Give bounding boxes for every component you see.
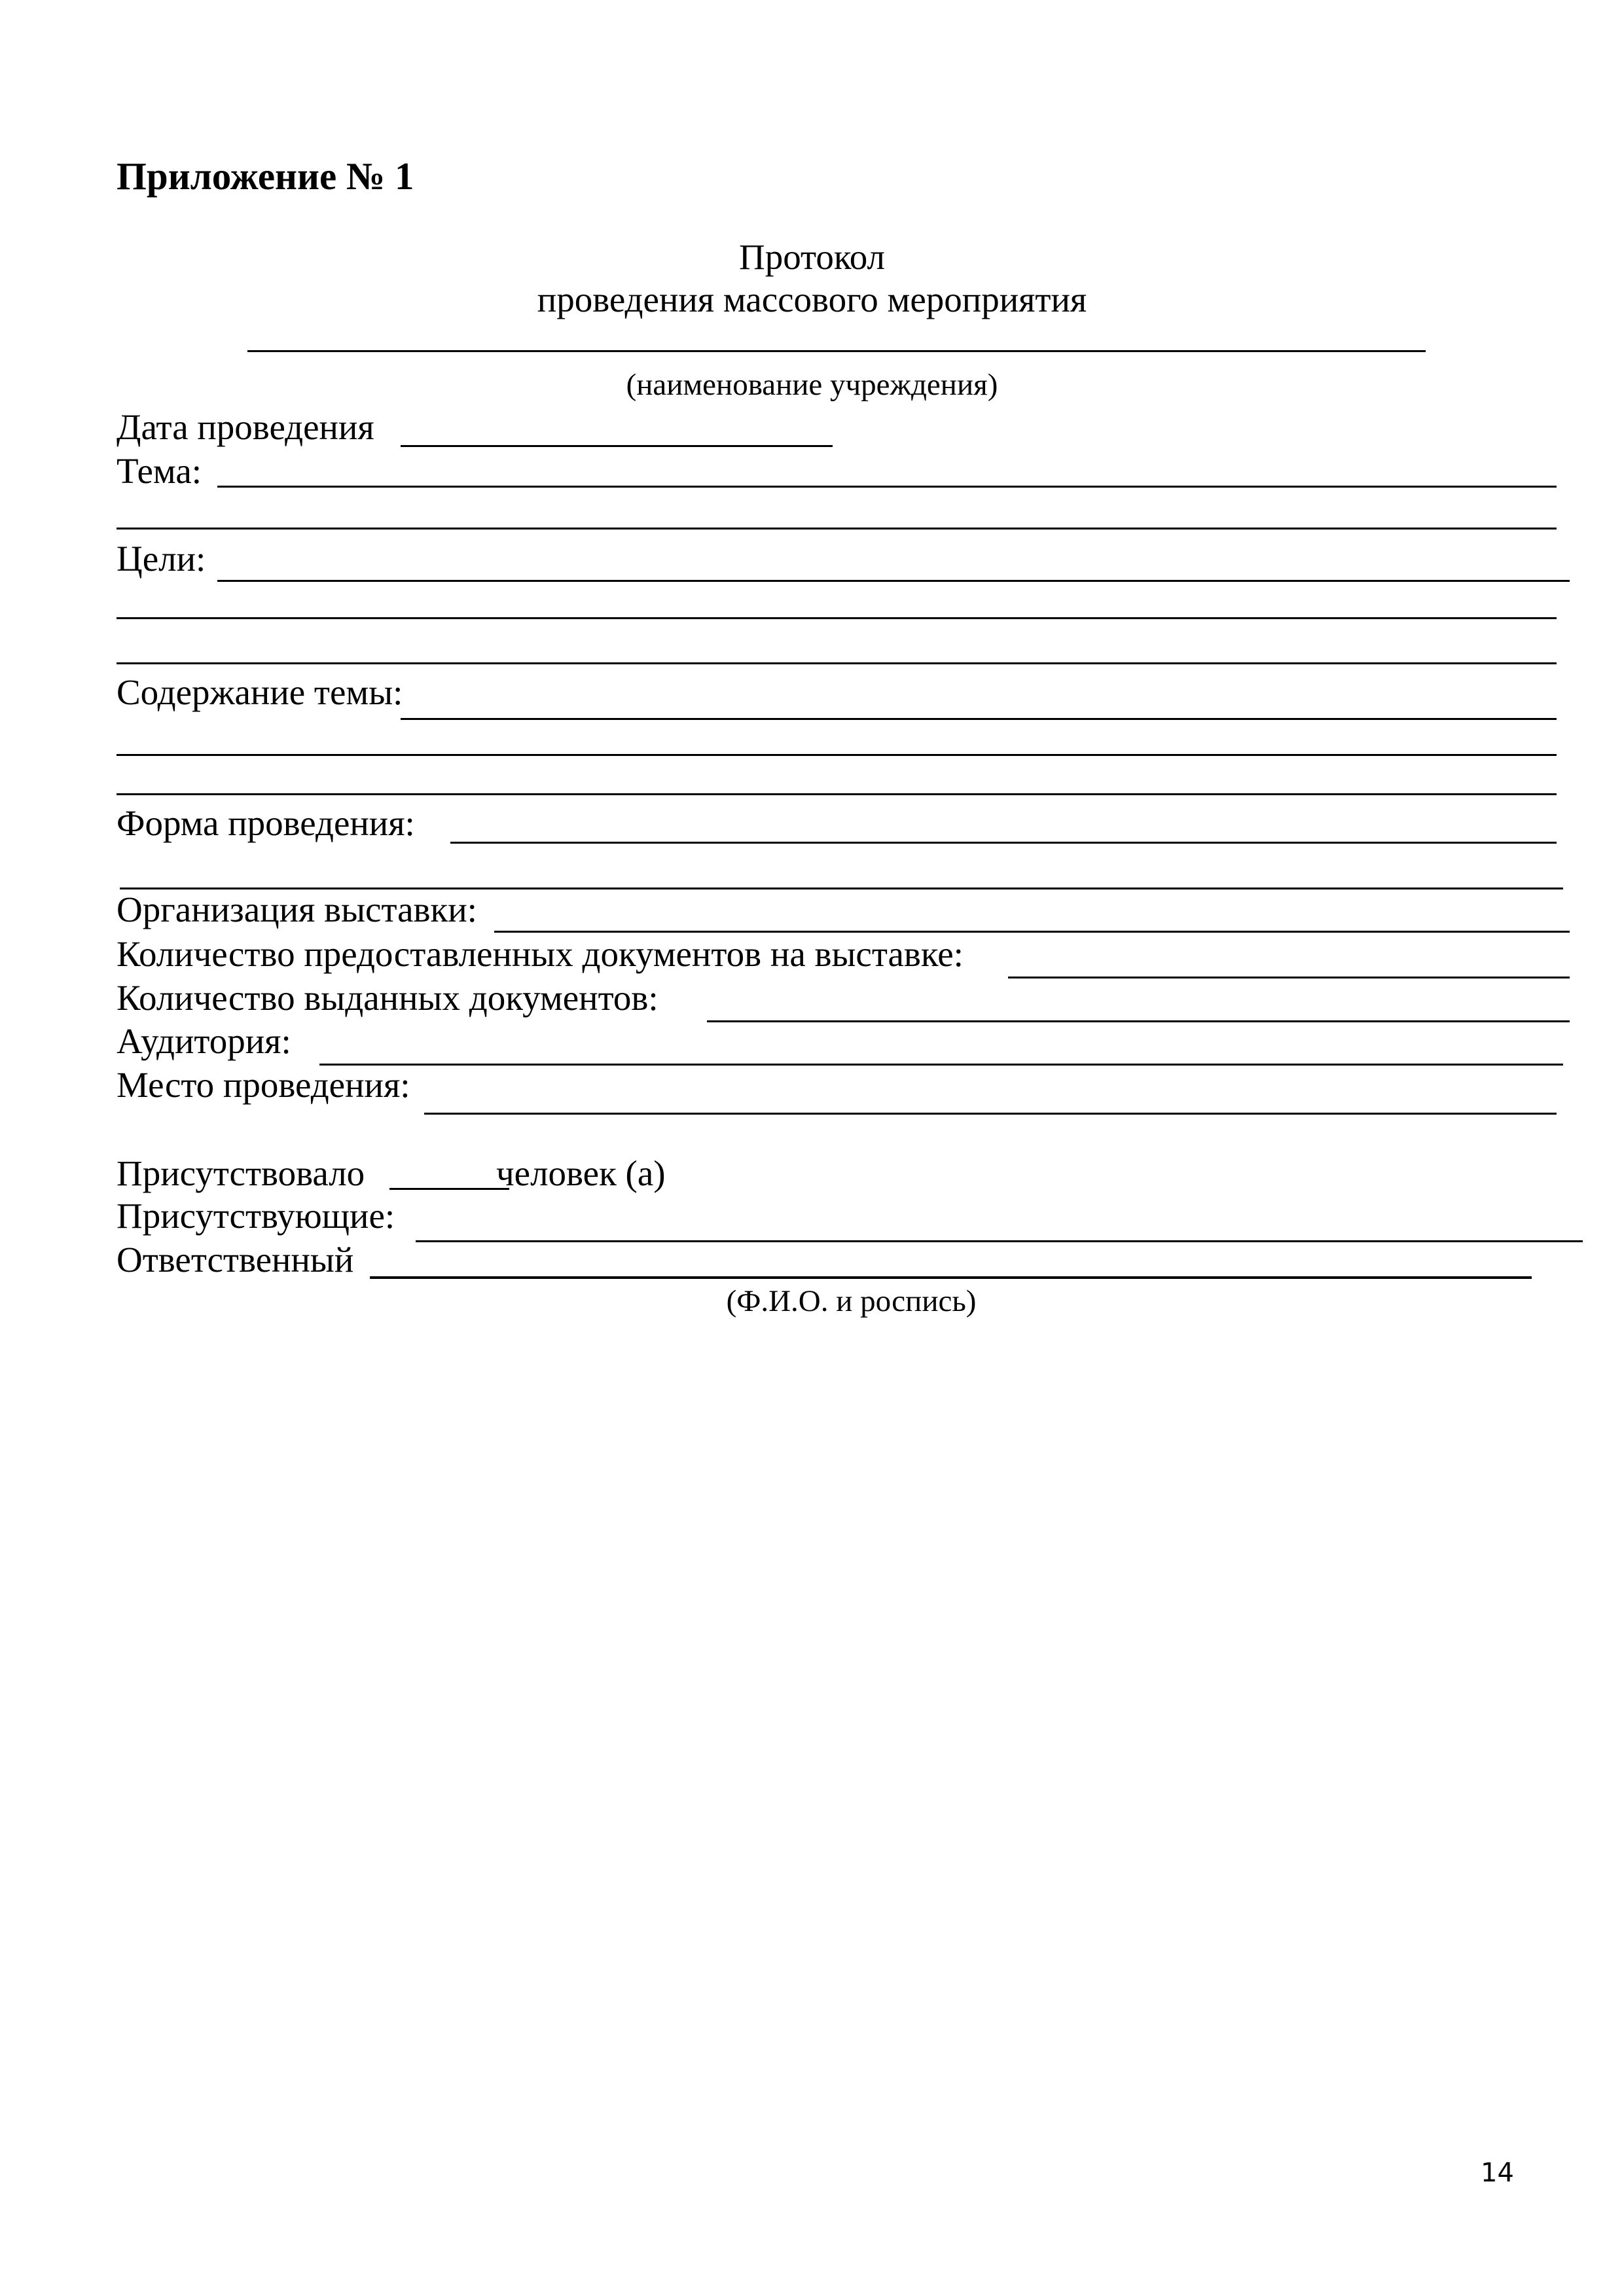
docs-presented-line[interactable]	[1008, 977, 1570, 978]
content-line-1[interactable]	[401, 718, 1557, 720]
docs-issued-label: Количество выданных документов:	[117, 978, 659, 1018]
date-label: Дата проведения	[117, 407, 374, 447]
audience-label: Аудитория:	[117, 1021, 291, 1061]
date-line[interactable]	[401, 445, 833, 447]
audience-line[interactable]	[319, 1064, 1563, 1066]
topic-line-2[interactable]	[117, 528, 1557, 529]
responsible-label: Ответственный	[117, 1240, 354, 1280]
format-line-1[interactable]	[450, 842, 1557, 844]
docs-issued-line[interactable]	[707, 1020, 1570, 1022]
attendees-label: Присутствующие:	[117, 1196, 395, 1236]
goals-line-3[interactable]	[117, 662, 1557, 664]
goals-line-2[interactable]	[117, 617, 1557, 619]
signature-caption: (Ф.И.О. и роспись)	[726, 1284, 977, 1318]
format-label: Форма проведения:	[117, 803, 415, 843]
content-label: Содержание темы:	[117, 672, 403, 712]
protocol-subtitle: проведения массового мероприятия	[537, 279, 1087, 319]
attendees-line[interactable]	[416, 1240, 1583, 1242]
topic-label: Тема:	[117, 451, 202, 491]
responsible-line[interactable]	[370, 1276, 1532, 1279]
institution-caption: (наименование учреждения)	[626, 368, 998, 402]
attended-label: Присутствовало	[117, 1153, 365, 1193]
content-line-2[interactable]	[117, 754, 1557, 756]
exhibition-line[interactable]	[494, 931, 1570, 933]
topic-line-1[interactable]	[217, 486, 1557, 488]
venue-label: Место проведения:	[117, 1065, 410, 1105]
goals-line-1[interactable]	[217, 580, 1570, 582]
attended-suffix: человек (а)	[496, 1153, 666, 1193]
docs-presented-label: Количество предоставленных документов на выставке:	[117, 934, 964, 974]
goals-label: Цели:	[117, 539, 206, 579]
page-number: 14	[1481, 2158, 1514, 2188]
content-line-3[interactable]	[117, 793, 1557, 795]
exhibition-label: Организация выставки:	[117, 889, 477, 929]
protocol-title: Протокол	[739, 237, 885, 277]
venue-line[interactable]	[424, 1113, 1557, 1115]
appendix-heading: Приложение № 1	[117, 154, 414, 198]
institution-name-line[interactable]	[247, 350, 1426, 352]
attended-count-line[interactable]	[389, 1188, 509, 1190]
